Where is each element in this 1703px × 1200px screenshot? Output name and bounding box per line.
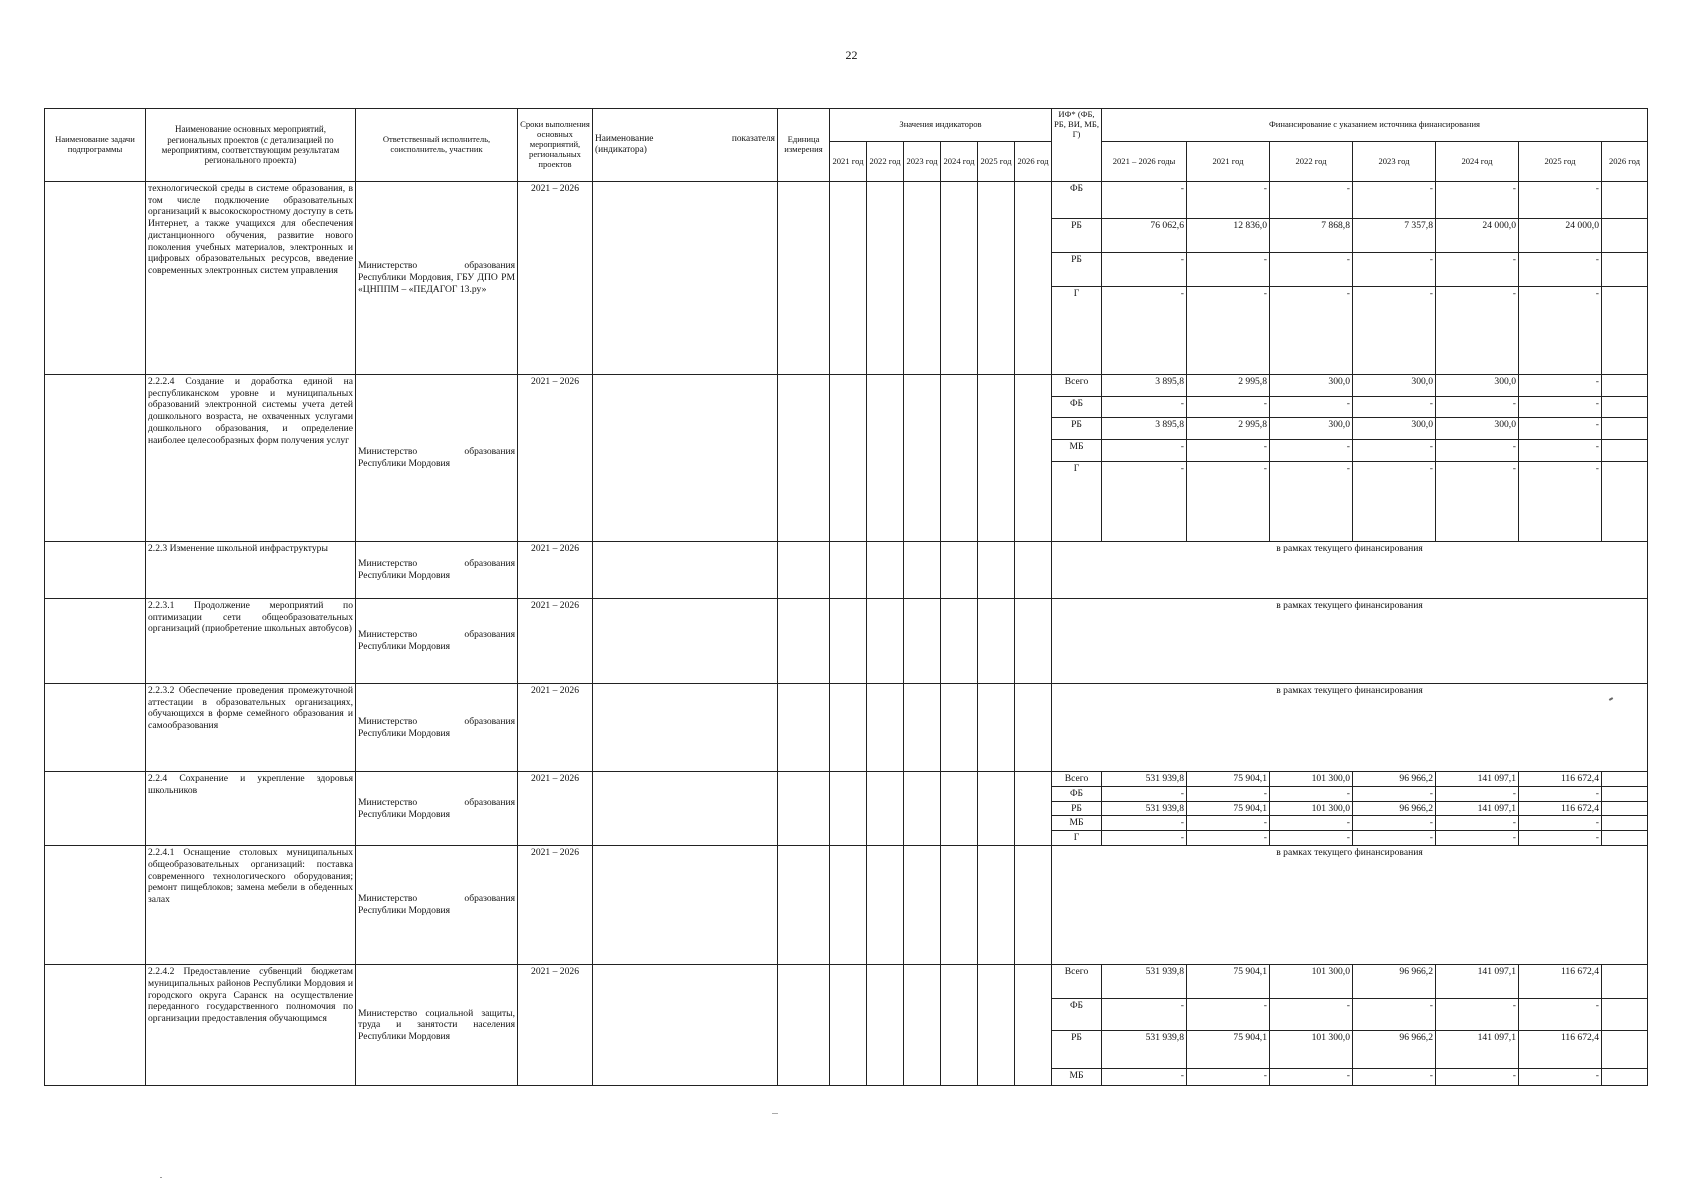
source-code: МБ [1052, 1069, 1102, 1086]
amount-cell: 75 904,1 [1187, 1031, 1270, 1069]
fin-year-2023: 2023 год [1353, 142, 1436, 182]
row-group-2-2-3-1 [45, 599, 1648, 684]
source-code: Г [1052, 462, 1102, 542]
amount-cell: - [1436, 787, 1519, 802]
amount-cell [1602, 772, 1648, 787]
indicator-value-cell [941, 772, 978, 846]
amount-cell: - [1519, 831, 1602, 846]
amount-cell: 75 904,1 [1187, 772, 1270, 787]
amount-cell: - [1436, 816, 1519, 831]
indicator-name-cell [593, 599, 778, 684]
source-code: МБ [1052, 440, 1102, 462]
indicator-value-cell [830, 846, 867, 965]
unit-cell [778, 542, 830, 599]
amount-cell: - [1519, 1069, 1602, 1086]
period: 2021 – 2026 [518, 772, 593, 846]
amount-cell: 96 966,2 [1353, 801, 1436, 816]
period: 2021 – 2026 [518, 684, 593, 772]
amount-cell: - [1102, 787, 1187, 802]
current-financing-note: в рамках текущего финансирования [1052, 684, 1648, 772]
source-code: РБ [1052, 253, 1102, 287]
indicator-name-word-1: Наименование [595, 134, 654, 145]
amount-cell: - [1519, 418, 1602, 440]
col-financing: Финансирование с указанием источника финансирования [1102, 109, 1648, 142]
indicator-value-cell [867, 182, 904, 375]
table-row [45, 375, 1648, 397]
indicator-value-cell [904, 846, 941, 965]
amount-cell: - [1519, 253, 1602, 287]
table-row [45, 772, 1648, 787]
unit-cell [778, 375, 830, 542]
indicator-name-word-2: показателя [731, 134, 775, 145]
amount-cell: - [1102, 397, 1187, 418]
source-code: ФБ [1052, 999, 1102, 1031]
row-group-2-2-3 [45, 542, 1648, 599]
unit-cell [778, 772, 830, 846]
amount-cell: - [1519, 375, 1602, 397]
current-financing-note: в рамках текущего финансирования [1052, 846, 1648, 965]
row-group-2-2-3-2 [45, 684, 1648, 772]
event-name: 2.2.4.1 Оснащение столовых муниципальных общеобразовательных организаций: поставка современного технологического оборудования; ремонт пищеблоков; замена мебели в обеденных залах [146, 846, 356, 965]
amount-cell: 12 836,0 [1187, 219, 1270, 253]
indicator-value-cell [867, 542, 904, 599]
period: 2021 – 2026 [518, 846, 593, 965]
amount-cell: - [1187, 831, 1270, 846]
indicator-value-cell [1015, 375, 1052, 542]
amount-cell: 141 097,1 [1436, 965, 1519, 999]
amount-cell: - [1353, 462, 1436, 542]
amount-cell: 300,0 [1270, 375, 1353, 397]
amount-cell: - [1187, 182, 1270, 219]
indicator-name-cell [593, 182, 778, 375]
period: 2021 – 2026 [518, 599, 593, 684]
amount-cell: - [1436, 999, 1519, 1031]
amount-cell [1602, 440, 1648, 462]
amount-cell: - [1270, 287, 1353, 375]
amount-cell: - [1187, 253, 1270, 287]
indicator-value-cell [978, 684, 1015, 772]
task-cell [45, 684, 146, 772]
indicator-value-cell [904, 542, 941, 599]
task-cell [45, 542, 146, 599]
amount-cell: - [1270, 787, 1353, 802]
source-code: Всего [1052, 375, 1102, 397]
current-financing-note: в рамках текущего финансирования [1052, 542, 1648, 599]
amount-cell: - [1353, 787, 1436, 802]
indicator-value-cell [867, 684, 904, 772]
indicator-value-cell [978, 599, 1015, 684]
col-unit: Единица измерения [778, 109, 830, 182]
source-code: Г [1052, 831, 1102, 846]
indicator-name-cell [593, 965, 778, 1086]
indicator-value-cell [941, 542, 978, 599]
source-code: РБ [1052, 801, 1102, 816]
indicator-value-cell [904, 965, 941, 1086]
amount-cell: 300,0 [1353, 375, 1436, 397]
fin-year-2021: 2021 год [1187, 142, 1270, 182]
amount-cell: 116 672,4 [1519, 1031, 1602, 1069]
amount-cell: 101 300,0 [1270, 772, 1353, 787]
amount-cell: - [1353, 253, 1436, 287]
amount-cell: - [1102, 831, 1187, 846]
amount-cell: 75 904,1 [1187, 965, 1270, 999]
indicator-name-cell [593, 375, 778, 542]
event-name: 2.2.3.2 Обеспечение проведения промежуточной аттестации в образовательных организациях, обучающихся в форме семейного образования и самообразования [146, 684, 356, 772]
amount-cell: - [1187, 397, 1270, 418]
event-name: 2.2.4.2 Предоставление субвенций бюджетам муниципальных районов Республики Мордовия и городского округа Саранск на осуществление переданного государственного полномочия по организации предоставления обучающимся [146, 965, 356, 1086]
executor: Министерство образования Республики Мордовия [356, 684, 518, 772]
amount-cell: - [1436, 1069, 1519, 1086]
indicator-name-cell [593, 542, 778, 599]
indicator-name-cell [593, 772, 778, 846]
amount-cell: 116 672,4 [1519, 772, 1602, 787]
col-event-name: Наименование основных мероприятий, региональных проектов (с детализацией по мероприятиям, соответствующим результатам регионального проекта) [146, 109, 356, 182]
indicator-value-cell [830, 599, 867, 684]
amount-cell: - [1519, 440, 1602, 462]
amount-cell: - [1436, 253, 1519, 287]
row-group-2-2-2-4 [45, 375, 1648, 542]
task-cell [45, 965, 146, 1086]
amount-cell: 300,0 [1436, 375, 1519, 397]
table-row [45, 182, 1648, 219]
amount-cell: 300,0 [1353, 418, 1436, 440]
amount-cell: - [1353, 440, 1436, 462]
amount-cell: - [1102, 287, 1187, 375]
executor: Министерство образования Республики Мордовия, ГБУ ДПО РМ «ЦНППМ – «ПЕДАГОГ 13.ру» [356, 182, 518, 375]
indicator-value-cell [904, 182, 941, 375]
period: 2021 – 2026 [518, 375, 593, 542]
indicator-value-cell [830, 965, 867, 1086]
amount-cell: - [1353, 831, 1436, 846]
amount-cell: 96 966,2 [1353, 1031, 1436, 1069]
indicator-value-cell [867, 965, 904, 1086]
fin-year-2026: 2026 год [1602, 142, 1648, 182]
col-task-name: Наименование задачи подпрограммы [45, 109, 146, 182]
indicator-value-cell [904, 772, 941, 846]
indicator-value-cell [941, 846, 978, 965]
amount-cell: 531 939,8 [1102, 1031, 1187, 1069]
indicator-value-cell [978, 182, 1015, 375]
amount-cell: - [1519, 462, 1602, 542]
table-row [45, 599, 1648, 684]
indicator-value-cell [978, 375, 1015, 542]
amount-cell [1602, 397, 1648, 418]
col-indicator-values: Значения индикаторов [830, 109, 1052, 142]
current-financing-note: в рамках текущего финансирования [1052, 599, 1648, 684]
scan-artifact-dot [160, 1177, 162, 1178]
source-code: МБ [1052, 816, 1102, 831]
amount-cell: 75 904,1 [1187, 801, 1270, 816]
page-number: 22 [845, 48, 858, 62]
indicator-value-cell [867, 772, 904, 846]
executor: Министерство образования Республики Мордовия [356, 542, 518, 599]
amount-cell [1602, 375, 1648, 397]
indicator-value-cell [1015, 182, 1052, 375]
indicator-value-cell [941, 182, 978, 375]
indicator-value-cell [830, 542, 867, 599]
event-name: 2.2.4 Сохранение и укрепление здоровья школьников [146, 772, 356, 846]
amount-cell: - [1270, 440, 1353, 462]
amount-cell: - [1270, 253, 1353, 287]
amount-cell: - [1187, 287, 1270, 375]
unit-cell [778, 684, 830, 772]
amount-cell: 76 062,6 [1102, 219, 1187, 253]
indicator-value-cell [867, 599, 904, 684]
amount-cell: 531 939,8 [1102, 772, 1187, 787]
indicator-name-cell [593, 846, 778, 965]
amount-cell: 7 868,8 [1270, 219, 1353, 253]
year-2022: 2022 год [867, 142, 904, 182]
indicator-value-cell [904, 599, 941, 684]
amount-cell: - [1187, 1069, 1270, 1086]
year-2024: 2024 год [941, 142, 978, 182]
amount-cell: - [1436, 440, 1519, 462]
source-code: ФБ [1052, 787, 1102, 802]
year-2026: 2026 год [1015, 142, 1052, 182]
indicator-value-cell [978, 542, 1015, 599]
executor: Министерство образования Республики Мордовия [356, 599, 518, 684]
fin-year-2024: 2024 год [1436, 142, 1519, 182]
unit-cell [778, 846, 830, 965]
amount-cell: - [1353, 182, 1436, 219]
indicator-value-cell [1015, 684, 1052, 772]
col-indicator-name [593, 109, 778, 182]
source-code: РБ [1052, 1031, 1102, 1069]
amount-cell [1602, 1069, 1648, 1086]
amount-cell: - [1353, 397, 1436, 418]
source-code: ФБ [1052, 397, 1102, 418]
table-row [45, 542, 1648, 599]
table-row [45, 965, 1648, 999]
indicator-value-cell [867, 375, 904, 542]
program-events-table [44, 108, 1648, 1086]
task-cell [45, 599, 146, 684]
amount-cell: 96 966,2 [1353, 772, 1436, 787]
indicator-value-cell [941, 965, 978, 1086]
indicator-value-cell [830, 375, 867, 542]
amount-cell: - [1187, 440, 1270, 462]
amount-cell: - [1102, 462, 1187, 542]
indicator-value-cell [941, 375, 978, 542]
amount-cell: - [1102, 999, 1187, 1031]
amount-cell [1602, 831, 1648, 846]
event-name: 2.2.3.1 Продолжение мероприятий по оптимизации сети общеобразовательных организаций (приобретение школьных автобусов) [146, 599, 356, 684]
task-cell [45, 182, 146, 375]
amount-cell: 531 939,8 [1102, 801, 1187, 816]
amount-cell: 7 357,8 [1353, 219, 1436, 253]
amount-cell: - [1353, 287, 1436, 375]
amount-cell: 300,0 [1270, 418, 1353, 440]
fin-year-2025: 2025 год [1519, 142, 1602, 182]
amount-cell: 24 000,0 [1519, 219, 1602, 253]
row-group-2-2-4-1 [45, 846, 1648, 965]
event-name: технологической среды в системе образования, в том числе подключение образовательных организаций к высокоскоростному доступу в сеть Интернет, а также учащихся для обеспечения дистанционного обучения, развитие нового поколения учебных материалов, электронных и цифровых образовательных ресурсов, введение современных электронных систем управления [146, 182, 356, 375]
year-2023: 2023 год [904, 142, 941, 182]
event-name: 2.2.2.4 Создание и доработка единой на республиканском уровне и муниципальных образований электронной системы учета детей дошкольного возраста, не охваченных услугами дошкольного образования, и определение наиболее целесообразных форм получения услуг [146, 375, 356, 542]
amount-cell: - [1270, 816, 1353, 831]
indicator-name-word-3: (индикатора) [595, 145, 647, 155]
source-code: Г [1052, 287, 1102, 375]
indicator-value-cell [830, 182, 867, 375]
amount-cell: - [1519, 816, 1602, 831]
amount-cell [1602, 787, 1648, 802]
indicator-value-cell [978, 846, 1015, 965]
amount-cell: 2 995,8 [1187, 375, 1270, 397]
amount-cell [1602, 182, 1648, 219]
indicator-value-cell [941, 684, 978, 772]
task-cell [45, 375, 146, 542]
period: 2021 – 2026 [518, 542, 593, 599]
table-row [45, 846, 1648, 965]
amount-cell [1602, 801, 1648, 816]
indicator-value-cell [1015, 846, 1052, 965]
amount-cell: - [1102, 1069, 1187, 1086]
fin-year-total: 2021 – 2026 годы [1102, 142, 1187, 182]
task-cell [45, 846, 146, 965]
amount-cell: - [1519, 397, 1602, 418]
amount-cell: - [1436, 182, 1519, 219]
scan-artifact [772, 1113, 778, 1114]
indicator-value-cell [1015, 772, 1052, 846]
amount-cell: - [1187, 999, 1270, 1031]
amount-cell: - [1353, 1069, 1436, 1086]
amount-cell: - [1519, 999, 1602, 1031]
row-group-2-2-4 [45, 772, 1648, 846]
amount-cell: - [1270, 999, 1353, 1031]
amount-cell: - [1187, 787, 1270, 802]
amount-cell: 141 097,1 [1436, 1031, 1519, 1069]
amount-cell: - [1187, 462, 1270, 542]
year-2025: 2025 год [978, 142, 1015, 182]
source-code: Всего [1052, 965, 1102, 999]
col-period: Сроки выполнения основных мероприятий, региональных проектов [518, 109, 593, 182]
amount-cell: 101 300,0 [1270, 801, 1353, 816]
period: 2021 – 2026 [518, 182, 593, 375]
indicator-value-cell [1015, 542, 1052, 599]
amount-cell: - [1270, 831, 1353, 846]
amount-cell: 96 966,2 [1353, 965, 1436, 999]
header-row-1 [45, 109, 1648, 142]
amount-cell: - [1270, 397, 1353, 418]
task-cell [45, 772, 146, 846]
source-code: Всего [1052, 772, 1102, 787]
unit-cell [778, 599, 830, 684]
amount-cell: - [1187, 816, 1270, 831]
amount-cell [1602, 1031, 1648, 1069]
amount-cell: - [1519, 182, 1602, 219]
executor: Министерство образования Республики Мордовия [356, 772, 518, 846]
amount-cell: - [1270, 182, 1353, 219]
indicator-value-cell [904, 375, 941, 542]
indicator-value-cell [978, 965, 1015, 1086]
amount-cell [1602, 418, 1648, 440]
indicator-value-cell [830, 684, 867, 772]
indicator-name-cell [593, 684, 778, 772]
amount-cell: - [1436, 287, 1519, 375]
amount-cell: - [1436, 397, 1519, 418]
unit-cell [778, 182, 830, 375]
amount-cell: - [1353, 999, 1436, 1031]
indicator-value-cell [1015, 599, 1052, 684]
amount-cell: - [1102, 182, 1187, 219]
amount-cell: 101 300,0 [1270, 1031, 1353, 1069]
col-executor: Ответственный исполнитель, соисполнитель, участник [356, 109, 518, 182]
source-code: РБ [1052, 418, 1102, 440]
amount-cell: 3 895,8 [1102, 418, 1187, 440]
fin-year-2022: 2022 год [1270, 142, 1353, 182]
amount-cell: 141 097,1 [1436, 772, 1519, 787]
period: 2021 – 2026 [518, 965, 593, 1086]
indicator-value-cell [1015, 965, 1052, 1086]
indicator-value-cell [941, 599, 978, 684]
amount-cell: - [1353, 816, 1436, 831]
row-group-digital-environment [45, 182, 1648, 375]
indicator-value-cell [830, 772, 867, 846]
col-sources: ИФ* (ФБ, РБ, ВИ, МБ, Г) [1052, 109, 1102, 182]
amount-cell: - [1270, 1069, 1353, 1086]
indicator-value-cell [904, 684, 941, 772]
amount-cell: 116 672,4 [1519, 965, 1602, 999]
amount-cell: - [1102, 816, 1187, 831]
source-code: ФБ [1052, 182, 1102, 219]
amount-cell: 531 939,8 [1102, 965, 1187, 999]
source-code: РБ [1052, 219, 1102, 253]
row-group-2-2-4-2 [45, 965, 1648, 1086]
amount-cell [1602, 999, 1648, 1031]
amount-cell: 141 097,1 [1436, 801, 1519, 816]
indicator-value-cell [867, 846, 904, 965]
executor: Министерство образования Республики Мордовия [356, 375, 518, 542]
executor: Министерство образования Республики Мордовия [356, 846, 518, 965]
amount-cell: 3 895,8 [1102, 375, 1187, 397]
event-name: 2.2.3 Изменение школьной инфраструктуры [146, 542, 356, 599]
amount-cell: 116 672,4 [1519, 801, 1602, 816]
amount-cell [1602, 287, 1648, 375]
amount-cell: - [1102, 253, 1187, 287]
amount-cell: 2 995,8 [1187, 418, 1270, 440]
amount-cell: 300,0 [1436, 418, 1519, 440]
amount-cell [1602, 219, 1648, 253]
amount-cell [1602, 462, 1648, 542]
indicator-value-cell [978, 772, 1015, 846]
amount-cell [1602, 816, 1648, 831]
amount-cell: - [1270, 462, 1353, 542]
executor: Министерство социальной защиты, труда и занятости населения Республики Мордовия [356, 965, 518, 1086]
amount-cell: - [1436, 462, 1519, 542]
amount-cell [1602, 253, 1648, 287]
unit-cell [778, 965, 830, 1086]
amount-cell: - [1102, 440, 1187, 462]
amount-cell: - [1519, 287, 1602, 375]
table-row [45, 684, 1648, 772]
year-2021: 2021 год [830, 142, 867, 182]
amount-cell: 101 300,0 [1270, 965, 1353, 999]
amount-cell: - [1519, 787, 1602, 802]
amount-cell: - [1436, 831, 1519, 846]
amount-cell [1602, 965, 1648, 999]
amount-cell: 24 000,0 [1436, 219, 1519, 253]
